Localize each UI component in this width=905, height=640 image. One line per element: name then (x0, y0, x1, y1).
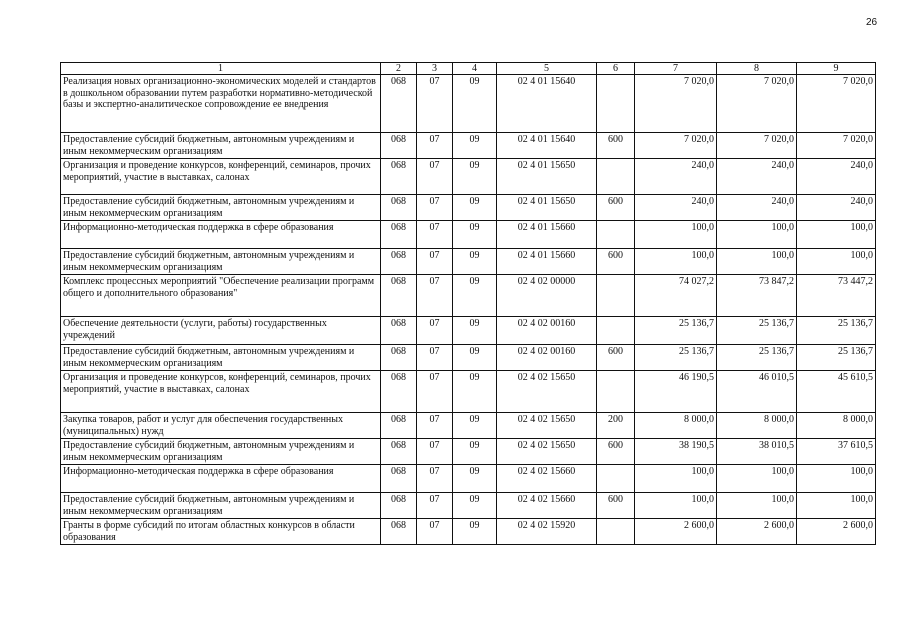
amount-year1-cell: 100,0 (635, 221, 717, 249)
amount-year3-cell: 7 020,0 (797, 75, 876, 133)
amount-year3-cell: 240,0 (797, 195, 876, 221)
expense-type-cell (597, 221, 635, 249)
amount-year3-cell: 7 020,0 (797, 133, 876, 159)
table-row (61, 317, 876, 345)
amount-year3-cell: 45 610,5 (797, 371, 876, 413)
expense-type-cell (597, 371, 635, 413)
amount-year2-cell: 73 847,2 (717, 275, 797, 317)
section-code-cell: 07 (417, 195, 453, 221)
target-article-cell: 02 4 02 15650 (497, 413, 597, 439)
amount-year3-cell: 73 447,2 (797, 275, 876, 317)
subsection-code-cell: 09 (453, 249, 497, 275)
target-article-cell: 02 4 01 15650 (497, 159, 597, 195)
table-row (61, 249, 876, 275)
ministry-code-cell: 068 (381, 371, 417, 413)
ministry-code-cell: 068 (381, 493, 417, 519)
column-header: 6 (597, 63, 635, 75)
amount-year3-cell: 100,0 (797, 493, 876, 519)
ministry-code-cell: 068 (381, 439, 417, 465)
section-code-cell: 07 (417, 75, 453, 133)
table-row (61, 159, 876, 195)
expense-type-cell: 200 (597, 413, 635, 439)
amount-year1-cell: 240,0 (635, 195, 717, 221)
ministry-code-cell: 068 (381, 317, 417, 345)
amount-year1-cell: 240,0 (635, 159, 717, 195)
subsection-code-cell: 09 (453, 371, 497, 413)
page-number: 26 (866, 17, 878, 28)
subsection-code-cell: 09 (453, 195, 497, 221)
amount-year1-cell: 25 136,7 (635, 345, 717, 371)
target-article-cell: 02 4 01 15660 (497, 249, 597, 275)
table-row (61, 519, 876, 545)
expense-type-cell (597, 75, 635, 133)
subsection-code-cell: 09 (453, 493, 497, 519)
row-name-cell: Предоставление субсидий бюджетным, автономным учреждениям и иным некоммерческим организациям (61, 249, 381, 275)
ministry-code-cell: 068 (381, 133, 417, 159)
amount-year3-cell: 100,0 (797, 249, 876, 275)
amount-year3-cell: 25 136,7 (797, 345, 876, 371)
target-article-cell: 02 4 01 15650 (497, 195, 597, 221)
section-code-cell: 07 (417, 249, 453, 275)
amount-year2-cell: 25 136,7 (717, 345, 797, 371)
subsection-code-cell: 09 (453, 519, 497, 545)
amount-year2-cell: 8 000,0 (717, 413, 797, 439)
ministry-code-cell: 068 (381, 221, 417, 249)
row-name-cell: Реализация новых организационно-экономических моделей и стандартов в дошкольном образовании путем разработки нормативно-методической базы и экспертно-аналитическое сопровождение ее внедрения (61, 75, 381, 133)
row-name-cell: Закупка товаров, работ и услуг для обеспечения государственных (муниципальных) нужд (61, 413, 381, 439)
amount-year1-cell: 100,0 (635, 493, 717, 519)
column-header: 2 (381, 63, 417, 75)
target-article-cell: 02 4 02 00160 (497, 345, 597, 371)
subsection-code-cell: 09 (453, 133, 497, 159)
table-row (61, 371, 876, 413)
row-name-cell: Организация и проведение конкурсов, конференций, семинаров, прочих мероприятий, участие в выставках, салонах (61, 371, 381, 413)
amount-year1-cell: 100,0 (635, 465, 717, 493)
table-row (61, 465, 876, 493)
column-header: 5 (497, 63, 597, 75)
amount-year2-cell: 38 010,5 (717, 439, 797, 465)
subsection-code-cell: 09 (453, 413, 497, 439)
section-code-cell: 07 (417, 133, 453, 159)
target-article-cell: 02 4 02 15650 (497, 371, 597, 413)
subsection-code-cell: 09 (453, 439, 497, 465)
ministry-code-cell: 068 (381, 345, 417, 371)
subsection-code-cell: 09 (453, 317, 497, 345)
table-row (61, 345, 876, 371)
section-code-cell: 07 (417, 371, 453, 413)
column-header: 1 (61, 63, 381, 75)
ministry-code-cell: 068 (381, 465, 417, 493)
amount-year2-cell: 46 010,5 (717, 371, 797, 413)
section-code-cell: 07 (417, 439, 453, 465)
target-article-cell: 02 4 02 15660 (497, 465, 597, 493)
expense-type-cell (597, 275, 635, 317)
amount-year3-cell: 100,0 (797, 465, 876, 493)
row-name-cell: Информационно-методическая поддержка в сфере образования (61, 465, 381, 493)
expense-type-cell: 600 (597, 195, 635, 221)
column-header: 9 (797, 63, 876, 75)
column-header: 7 (635, 63, 717, 75)
row-name-cell: Предоставление субсидий бюджетным, автономным учреждениям и иным некоммерческим организациям (61, 133, 381, 159)
row-name-cell: Предоставление субсидий бюджетным, автономным учреждениям и иным некоммерческим организациям (61, 439, 381, 465)
expense-type-cell (597, 317, 635, 345)
section-code-cell: 07 (417, 159, 453, 195)
amount-year2-cell: 240,0 (717, 159, 797, 195)
amount-year1-cell: 7 020,0 (635, 133, 717, 159)
expense-type-cell: 600 (597, 439, 635, 465)
section-code-cell: 07 (417, 221, 453, 249)
row-name-cell: Комплекс процессных мероприятий "Обеспечение реализации программ общего и дополнительного образования" (61, 275, 381, 317)
subsection-code-cell: 09 (453, 159, 497, 195)
subsection-code-cell: 09 (453, 275, 497, 317)
amount-year1-cell: 38 190,5 (635, 439, 717, 465)
subsection-code-cell: 09 (453, 75, 497, 133)
ministry-code-cell: 068 (381, 195, 417, 221)
ministry-code-cell: 068 (381, 519, 417, 545)
subsection-code-cell: 09 (453, 221, 497, 249)
amount-year1-cell: 25 136,7 (635, 317, 717, 345)
amount-year2-cell: 7 020,0 (717, 133, 797, 159)
column-header: 3 (417, 63, 453, 75)
table-row (61, 439, 876, 465)
ministry-code-cell: 068 (381, 75, 417, 133)
header-row (61, 63, 876, 75)
ministry-code-cell: 068 (381, 249, 417, 275)
subsection-code-cell: 09 (453, 345, 497, 371)
expense-type-cell (597, 519, 635, 545)
section-code-cell: 07 (417, 519, 453, 545)
amount-year1-cell: 46 190,5 (635, 371, 717, 413)
amount-year2-cell: 25 136,7 (717, 317, 797, 345)
amount-year3-cell: 25 136,7 (797, 317, 876, 345)
row-name-cell: Организация и проведение конкурсов, конференций, семинаров, прочих мероприятий, участие в выставках, салонах (61, 159, 381, 195)
amount-year3-cell: 100,0 (797, 221, 876, 249)
ministry-code-cell: 068 (381, 275, 417, 317)
expense-type-cell (597, 465, 635, 493)
section-code-cell: 07 (417, 493, 453, 519)
row-name-cell: Гранты в форме субсидий по итогам областных конкурсов в области образования (61, 519, 381, 545)
amount-year1-cell: 2 600,0 (635, 519, 717, 545)
target-article-cell: 02 4 01 15640 (497, 133, 597, 159)
row-name-cell: Обеспечение деятельности (услуги, работы) государственных учреждений (61, 317, 381, 345)
expense-type-cell: 600 (597, 493, 635, 519)
section-code-cell: 07 (417, 465, 453, 493)
amount-year3-cell: 8 000,0 (797, 413, 876, 439)
amount-year3-cell: 240,0 (797, 159, 876, 195)
section-code-cell: 07 (417, 275, 453, 317)
amount-year2-cell: 2 600,0 (717, 519, 797, 545)
budget-table (60, 62, 876, 545)
column-header: 8 (717, 63, 797, 75)
table-row (61, 275, 876, 317)
table-row (61, 133, 876, 159)
table-row (61, 493, 876, 519)
section-code-cell: 07 (417, 413, 453, 439)
table-row (61, 413, 876, 439)
target-article-cell: 02 4 02 15660 (497, 493, 597, 519)
amount-year1-cell: 8 000,0 (635, 413, 717, 439)
ministry-code-cell: 068 (381, 413, 417, 439)
amount-year2-cell: 100,0 (717, 465, 797, 493)
target-article-cell: 02 4 02 00000 (497, 275, 597, 317)
column-header: 4 (453, 63, 497, 75)
amount-year2-cell: 100,0 (717, 493, 797, 519)
expense-type-cell: 600 (597, 249, 635, 275)
amount-year1-cell: 100,0 (635, 249, 717, 275)
row-name-cell: Предоставление субсидий бюджетным, автономным учреждениям и иным некоммерческим организациям (61, 493, 381, 519)
amount-year3-cell: 37 610,5 (797, 439, 876, 465)
subsection-code-cell: 09 (453, 465, 497, 493)
amount-year1-cell: 7 020,0 (635, 75, 717, 133)
amount-year1-cell: 74 027,2 (635, 275, 717, 317)
expense-type-cell: 600 (597, 133, 635, 159)
section-code-cell: 07 (417, 317, 453, 345)
target-article-cell: 02 4 02 00160 (497, 317, 597, 345)
table-row (61, 195, 876, 221)
row-name-cell: Предоставление субсидий бюджетным, автономным учреждениям и иным некоммерческим организациям (61, 195, 381, 221)
target-article-cell: 02 4 01 15640 (497, 75, 597, 133)
table-row (61, 221, 876, 249)
target-article-cell: 02 4 02 15920 (497, 519, 597, 545)
expense-type-cell: 600 (597, 345, 635, 371)
target-article-cell: 02 4 01 15660 (497, 221, 597, 249)
amount-year2-cell: 100,0 (717, 249, 797, 275)
row-name-cell: Предоставление субсидий бюджетным, автономным учреждениям и иным некоммерческим организациям (61, 345, 381, 371)
target-article-cell: 02 4 02 15650 (497, 439, 597, 465)
section-code-cell: 07 (417, 345, 453, 371)
expense-type-cell (597, 159, 635, 195)
amount-year2-cell: 240,0 (717, 195, 797, 221)
amount-year2-cell: 100,0 (717, 221, 797, 249)
amount-year3-cell: 2 600,0 (797, 519, 876, 545)
amount-year2-cell: 7 020,0 (717, 75, 797, 133)
table-row (61, 75, 876, 133)
row-name-cell: Информационно-методическая поддержка в сфере образования (61, 221, 381, 249)
ministry-code-cell: 068 (381, 159, 417, 195)
